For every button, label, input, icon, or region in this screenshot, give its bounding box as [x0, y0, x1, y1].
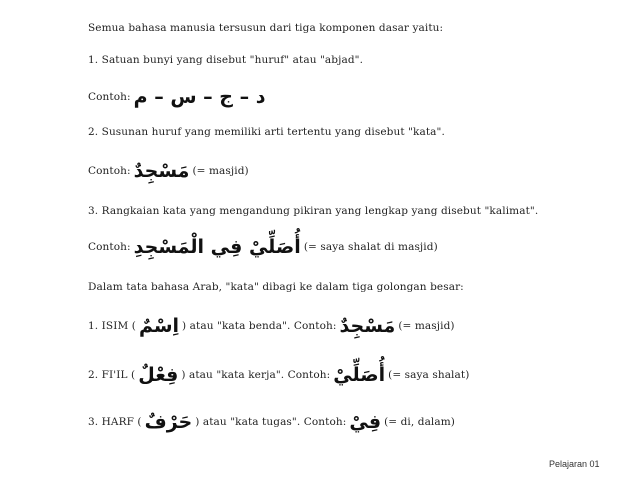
harf-row — [88, 411, 455, 433]
example-3-meaning: (= saya shalat di masjid) — [303, 241, 438, 253]
footer-lesson-label: Pelajaran 01 — [549, 459, 600, 469]
fiil-middle: ) atau "kata kerja". Contoh: — [181, 369, 331, 381]
isim-middle: ) atau "kata benda". Contoh: — [182, 320, 337, 332]
harf-example-arabic: فِيْ — [349, 411, 382, 433]
isim-row — [88, 315, 455, 337]
example-3-arabic: أُصَلِّيْ فِي الْمَسْجِدِ — [133, 236, 301, 258]
example-3-label: Contoh: — [88, 241, 131, 253]
fiil-prefix: 2. FI'IL ( — [88, 369, 136, 381]
example-2-meaning: (= masjid) — [192, 165, 249, 177]
isim-prefix: 1. ISIM ( — [88, 320, 136, 332]
example-2-arabic: مَسْجِدٌ — [133, 160, 190, 182]
point-1-text: 1. Satuan bunyi yang disebut "huruf" atau "abjad". — [88, 54, 364, 66]
division-text: Dalam tata bahasa Arab, "kata" dibagi ke dalam tiga golongan besar: — [88, 281, 464, 293]
example-1 — [88, 86, 268, 108]
fiil-row — [88, 364, 469, 386]
intro-text: Semua bahasa manusia tersusun dari tiga komponen dasar yaitu: — [88, 22, 444, 34]
harf-prefix: 3. HARF ( — [88, 416, 142, 428]
fiil-meaning: (= saya shalat) — [388, 369, 470, 381]
example-1-arabic: د – ج – س – م — [133, 86, 266, 108]
harf-arabic: حَرْفٌ — [144, 411, 193, 433]
isim-example-arabic: مَسْجِدٌ — [339, 315, 396, 337]
point-2-text: 2. Susunan huruf yang memiliki arti tertentu yang disebut "kata". — [88, 126, 445, 138]
point-3-text: 3. Rangkaian kata yang mengandung pikiran yang lengkap yang disebut "kalimat". — [88, 205, 539, 217]
fiil-example-arabic: أُصَلِّيْ — [333, 364, 386, 386]
harf-middle: ) atau "kata tugas". Contoh: — [195, 416, 347, 428]
isim-meaning: (= masjid) — [398, 320, 455, 332]
example-2-label: Contoh: — [88, 165, 131, 177]
example-3 — [88, 236, 438, 258]
harf-meaning: (= di, dalam) — [384, 416, 456, 428]
example-1-label: Contoh: — [88, 91, 131, 103]
isim-arabic: اِسْمٌ — [138, 315, 180, 337]
example-2 — [88, 160, 249, 182]
fiil-arabic: فِعْلٌ — [138, 364, 179, 386]
